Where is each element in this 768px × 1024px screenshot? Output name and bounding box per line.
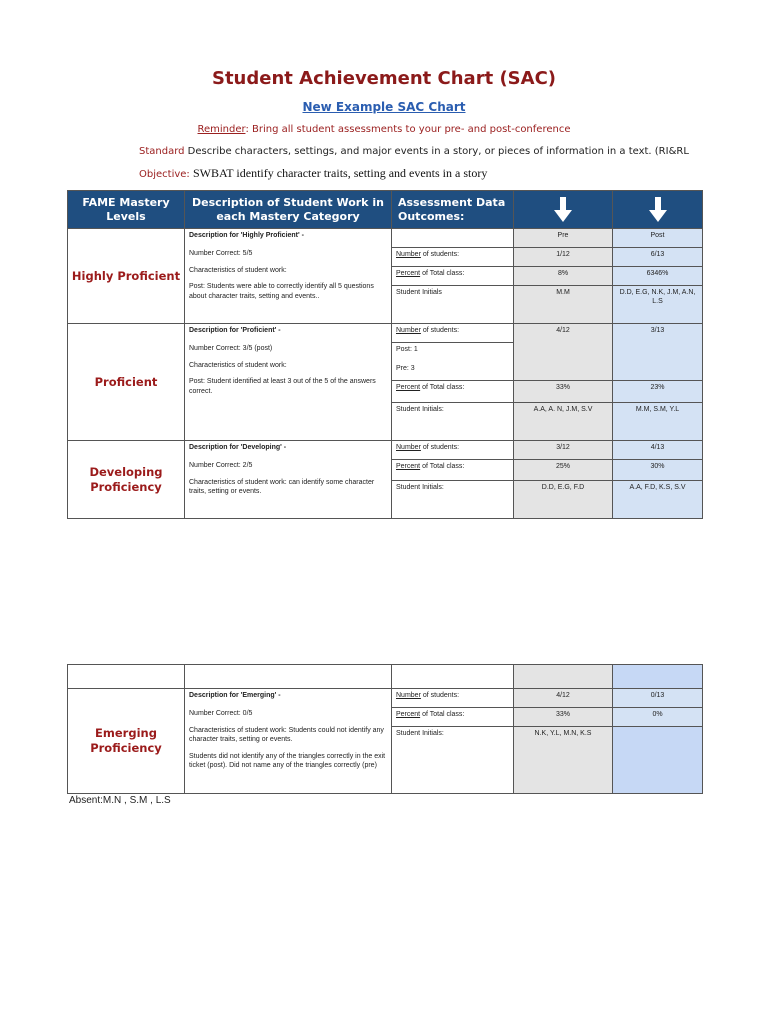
desc-developing bbox=[185, 441, 392, 519]
desc-number-correct: Number Correct: 5/5 bbox=[189, 250, 253, 258]
num-post: 3/13 bbox=[613, 324, 703, 381]
num-post: 4/13 bbox=[613, 441, 703, 460]
standard-text: Describe characters, settings, and major events in a story, or pieces of information in a text. (RI&RL bbox=[184, 146, 689, 157]
init-pre: D.D, E.G, F.D bbox=[514, 481, 613, 519]
desc-characteristics: Characteristics of student work: can identify some character traits, setting or events. bbox=[189, 478, 375, 496]
sac-table bbox=[67, 190, 703, 519]
table-row bbox=[68, 324, 703, 343]
reminder-line bbox=[0, 124, 768, 135]
table-row bbox=[68, 229, 703, 248]
down-arrow-icon bbox=[554, 197, 572, 223]
level-developing bbox=[68, 441, 185, 519]
init-pre: A.A, A. N, J.M, S.V bbox=[514, 403, 613, 441]
desc-emerging bbox=[185, 689, 392, 794]
level-line-2: Proficiency bbox=[90, 741, 162, 755]
header-description: Description of Student Work in each Mastery Category bbox=[185, 191, 392, 229]
initials-label: Student Initials: bbox=[392, 403, 514, 441]
objective-line bbox=[139, 166, 487, 181]
init-pre: M.M bbox=[514, 286, 613, 324]
desc-characteristics: Characteristics of student work: bbox=[189, 266, 287, 274]
pct-pre: 33% bbox=[514, 381, 613, 403]
level-highly-proficient: Highly Proficient bbox=[68, 229, 185, 324]
table-row bbox=[68, 441, 703, 460]
percent-label: Percent of Total class: bbox=[392, 381, 514, 403]
emerging-table bbox=[67, 664, 703, 794]
level-line-1: Developing bbox=[89, 464, 163, 479]
initials-label: Student Initials bbox=[392, 286, 514, 324]
desc-proficient bbox=[185, 324, 392, 441]
pct-post: 30% bbox=[613, 460, 703, 481]
init-post: D.D, E.G, N.K, J.M, A.N, L.S bbox=[613, 286, 703, 324]
desc-highly-proficient bbox=[185, 229, 392, 324]
number-label: Number of students: bbox=[392, 689, 514, 708]
desc-title: Description for 'Proficient' - bbox=[189, 327, 281, 334]
desc-number-correct: Number Correct: 2/5 bbox=[189, 462, 253, 470]
pct-post: 6346% bbox=[613, 267, 703, 286]
desc-post-note: Post: Student identified at least 3 out of the 5 of the answers correct. bbox=[189, 378, 376, 395]
desc-characteristics: Characteristics of student work: Students could not identify any character traits, setting or events. bbox=[189, 726, 384, 744]
desc-number-correct: Number Correct: 0/5 bbox=[189, 710, 253, 718]
post-column-label: Post bbox=[613, 229, 703, 248]
standard-label: Standard bbox=[139, 146, 185, 157]
absent-note: Absent:M.N , S.M , L.S bbox=[69, 795, 171, 806]
initials-label: Student Initials: bbox=[392, 481, 514, 519]
standard-line bbox=[139, 146, 759, 157]
pct-pre: 25% bbox=[514, 460, 613, 481]
reminder-text: : Bring all student assessments to your pre- and post-conference bbox=[245, 124, 571, 135]
post-count-note: Post: 1 bbox=[392, 343, 514, 362]
pre-column-label: Pre bbox=[514, 229, 613, 248]
num-pre: 1/12 bbox=[514, 248, 613, 267]
table-row bbox=[68, 665, 703, 689]
pct-post: 23% bbox=[613, 381, 703, 403]
objective-text: SWBAT identify character traits, setting and events in a story bbox=[192, 166, 488, 180]
pct-pre: 8% bbox=[514, 267, 613, 286]
init-post: A.A, F.D, K.S, S.V bbox=[613, 481, 703, 519]
desc-note: Students did not identify any of the triangles correctly in the exit ticket (post). Did not name any of the triangles correctly (pre) bbox=[189, 752, 386, 770]
percent-label: Percent of Total class: bbox=[392, 708, 514, 727]
header-pre-arrow bbox=[514, 191, 613, 229]
reminder-label: Reminder bbox=[197, 124, 246, 135]
page-title: Student Achievement Chart (SAC) bbox=[211, 68, 557, 89]
num-pre: 4/12 bbox=[514, 689, 613, 708]
objective-label: Objective: bbox=[139, 169, 193, 180]
desc-post-note: Post: Students were able to correctly identify all 5 questions about character traits, setting and events.. bbox=[189, 283, 374, 300]
level-emerging bbox=[68, 689, 185, 794]
pct-pre: 33% bbox=[514, 708, 613, 727]
desc-title: Description for 'Developing' - bbox=[189, 444, 287, 451]
pre-count-note: Pre: 3 bbox=[392, 362, 514, 381]
header-post-arrow bbox=[613, 191, 703, 229]
level-proficient: Proficient bbox=[68, 324, 185, 441]
init-post bbox=[613, 727, 703, 794]
num-pre: 4/12 bbox=[514, 324, 613, 381]
header-mastery-levels: FAME Mastery Levels bbox=[68, 191, 185, 229]
desc-number-correct: Number Correct: 3/5 (post) bbox=[189, 345, 273, 353]
num-post: 6/13 bbox=[613, 248, 703, 267]
level-line-1: Emerging bbox=[95, 726, 157, 741]
init-pre: N.K, Y.L, M.N, K.S bbox=[514, 727, 613, 794]
number-label: Number of students: bbox=[392, 441, 514, 460]
pct-post: 0% bbox=[613, 708, 703, 727]
initials-label: Student Initials: bbox=[392, 727, 514, 794]
page-subtitle: New Example SAC Chart bbox=[302, 100, 466, 114]
num-post: 0/13 bbox=[613, 689, 703, 708]
desc-characteristics: Characteristics of student work: bbox=[189, 361, 287, 369]
level-line-2: Proficiency bbox=[90, 479, 162, 494]
desc-title: Description for 'Emerging' - bbox=[189, 692, 281, 699]
table-row bbox=[68, 689, 703, 708]
header-assessment-outcomes: Assessment Data Outcomes: bbox=[392, 191, 514, 229]
number-label: Number of students: bbox=[392, 248, 514, 267]
init-post: M.M, S.M, Y.L bbox=[613, 403, 703, 441]
table-header-row bbox=[68, 191, 703, 229]
percent-label: Percent of Total class: bbox=[392, 267, 514, 286]
percent-label: Percent of Total class: bbox=[392, 460, 514, 481]
num-pre: 3/12 bbox=[514, 441, 613, 460]
desc-title: Description for 'Highly Proficient' - bbox=[189, 232, 304, 239]
down-arrow-icon bbox=[649, 197, 667, 223]
number-label: Number of students: bbox=[392, 324, 514, 343]
